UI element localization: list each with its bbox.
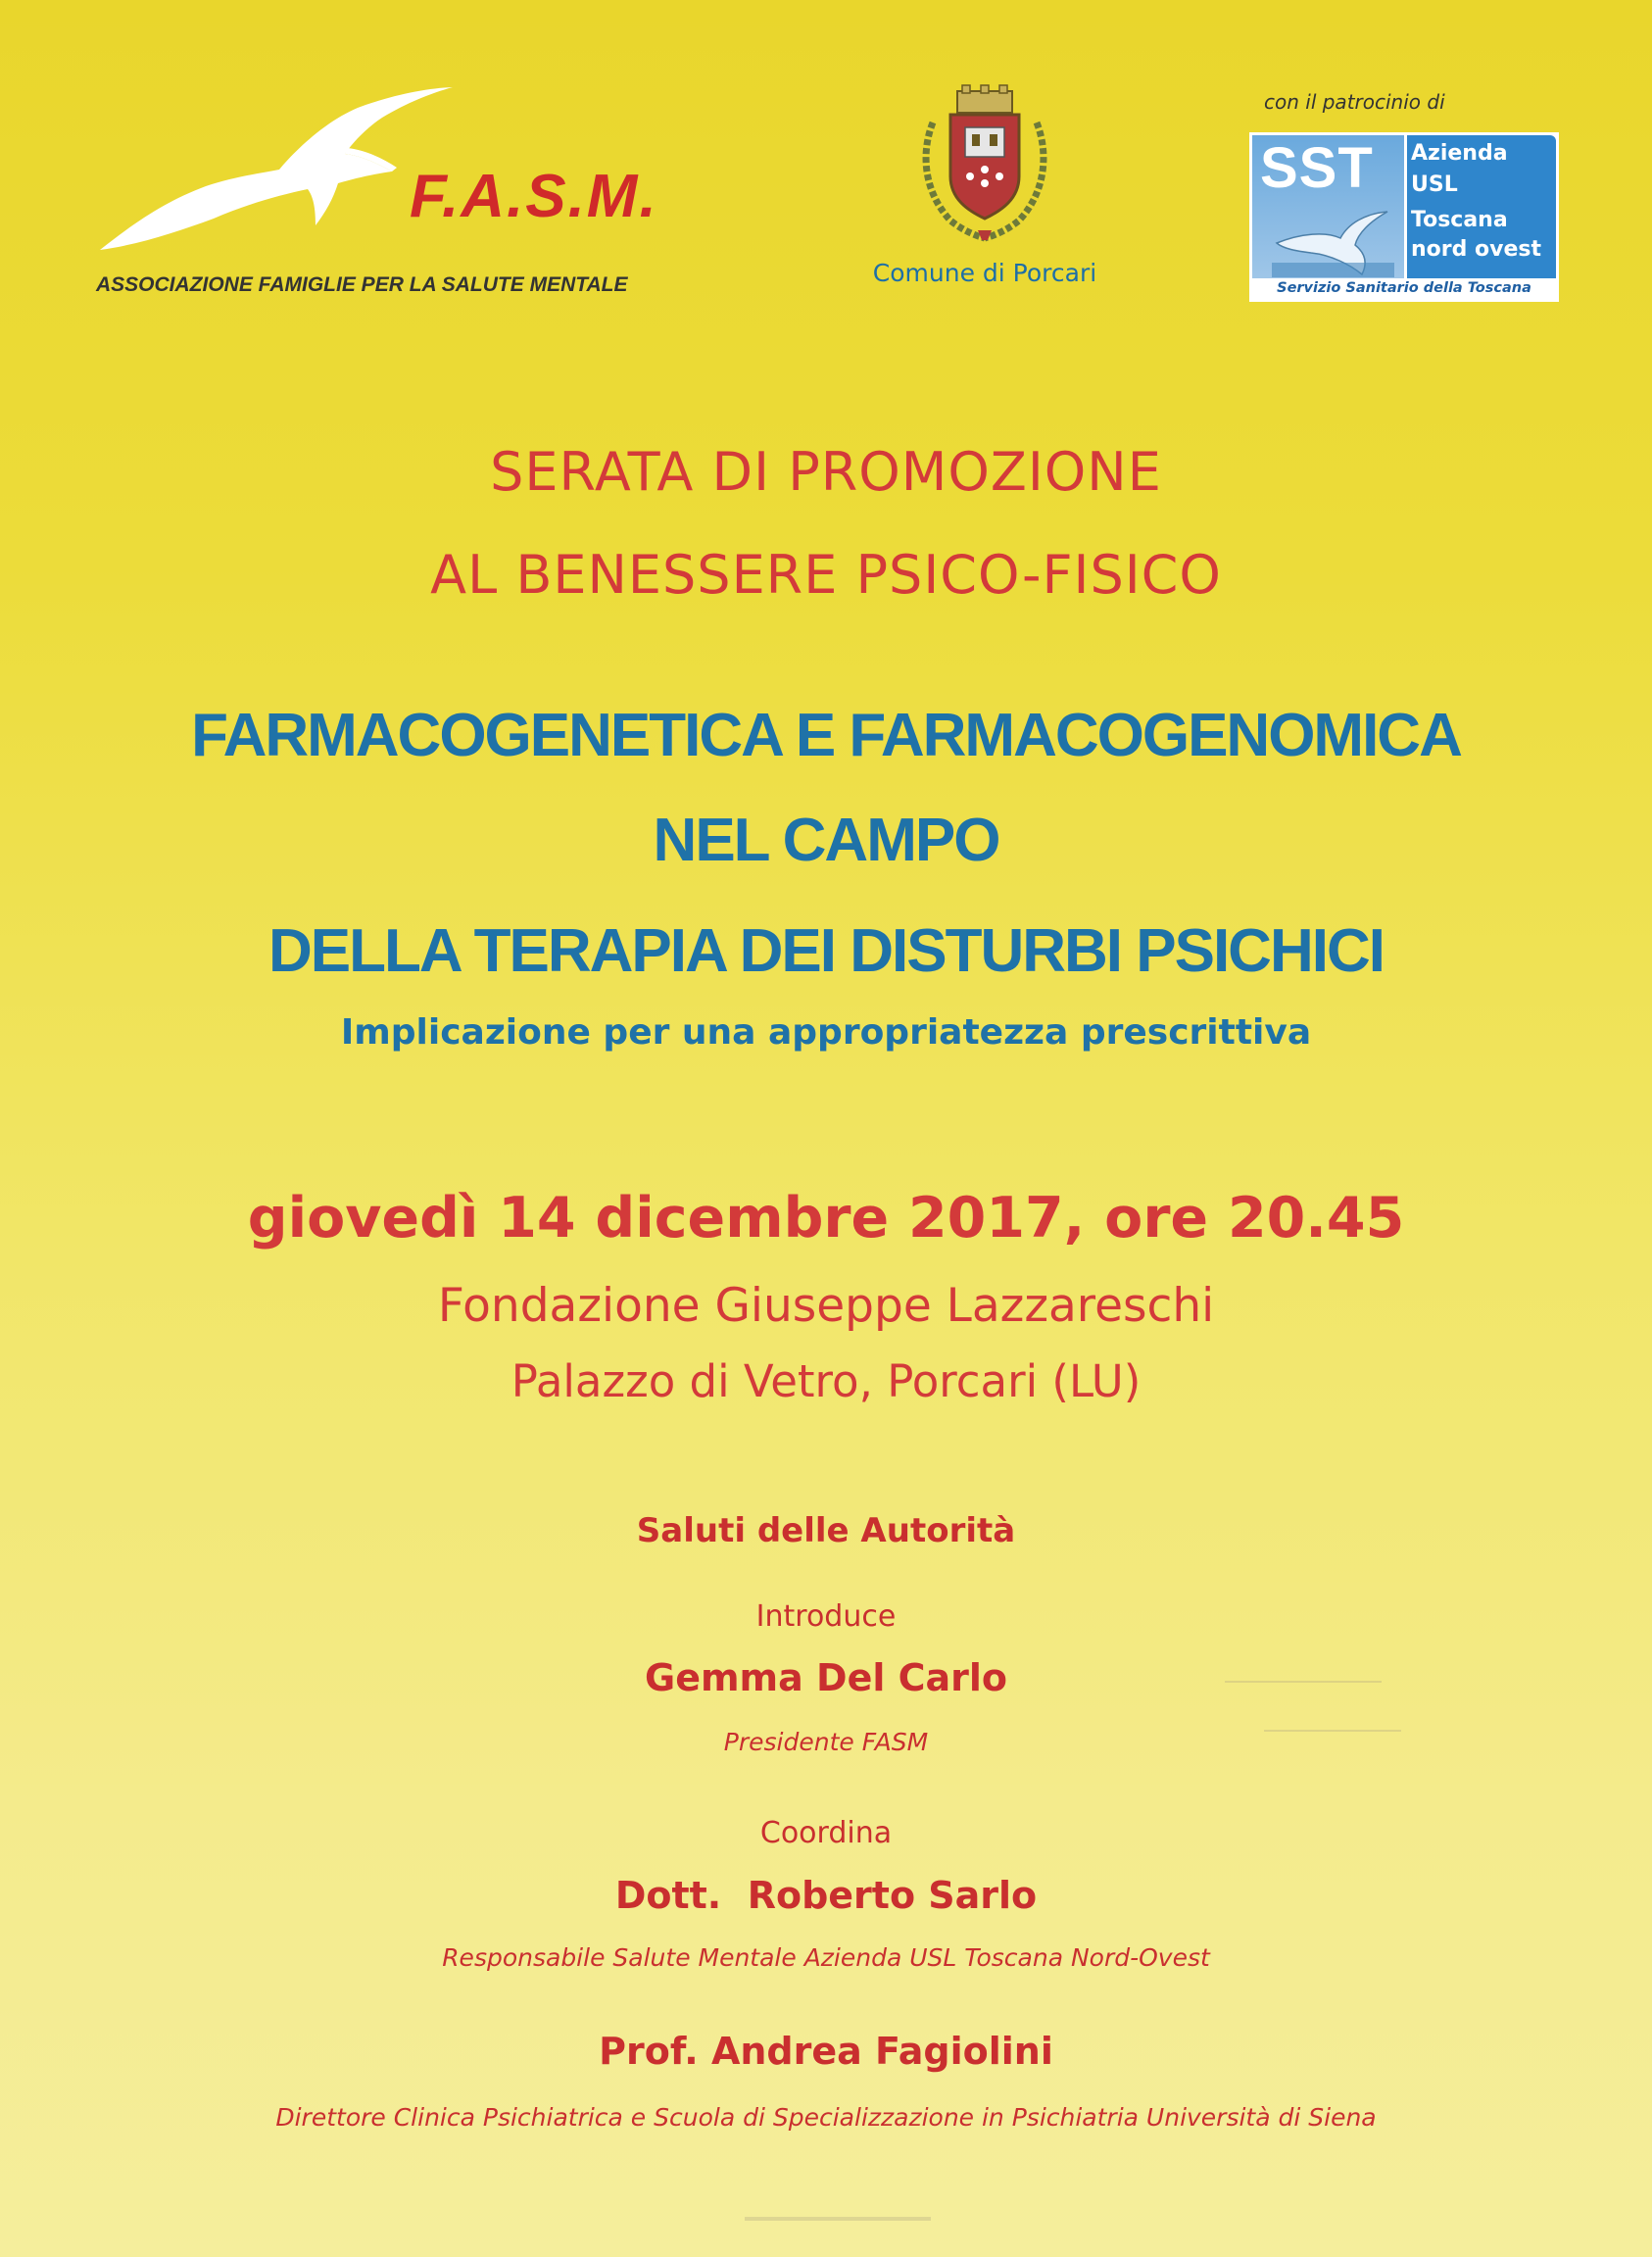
topic-line-1: FARMACOGENETICA E FARMACOGENOMICA: [191, 702, 1461, 769]
intro-speaker-name: Gemma Del Carlo: [645, 1656, 1007, 1699]
intro-speaker-title: Presidente FASM: [723, 1728, 929, 1756]
main-speaker-title: Direttore Clinica Psichiatrica e Scuola di Specializzazione in Psichiatria Università di Siena: [275, 2103, 1377, 2132]
topic-line-2: NEL CAMPO: [653, 807, 999, 874]
coord-speaker-title: Responsabile Salute Mentale Azienda USL Toscana Nord-Ovest: [442, 1943, 1210, 1972]
scan-mark: [1264, 1730, 1401, 1732]
fasm-tagline: ASSOCIAZIONE FAMIGLIE PER LA SALUTE MENTALE: [96, 273, 628, 296]
coat-of-arms-icon: [911, 83, 1058, 245]
usl-line-azienda: Azienda: [1411, 141, 1508, 166]
sst-logo-text: SST: [1260, 136, 1374, 200]
event-title-line-2: AL BENESSERE PSICO-FISICO: [430, 544, 1222, 606]
sst-panel: [1252, 135, 1404, 278]
scan-mark: [1225, 1681, 1382, 1683]
usl-line-usl: USL: [1411, 172, 1458, 197]
topic-line-3: DELLA TERAPIA DEI DISTURBI PSICHICI: [268, 917, 1384, 985]
comune-label: Comune di Porcari: [872, 259, 1097, 287]
scan-mark: [745, 2217, 931, 2221]
patrocinio-label: con il patrocinio di: [1264, 90, 1445, 114]
event-date: giovedì 14 dicembre 2017, ore 20.45: [247, 1186, 1405, 1251]
usl-logo: [1249, 132, 1559, 302]
usl-panel: [1407, 135, 1556, 278]
seagull-icon: [1272, 194, 1394, 277]
usl-line-toscana: Toscana: [1411, 208, 1508, 232]
greetings-heading: Saluti delle Autorità: [636, 1511, 1016, 1550]
usl-footer: Servizio Sanitario della Toscana: [1277, 280, 1531, 296]
intro-label: Introduce: [755, 1599, 897, 1634]
venue-name: Fondazione Giuseppe Lazzareschi: [437, 1279, 1215, 1333]
coord-label: Coordina: [759, 1816, 893, 1850]
topic-subtitle: Implicazione per una appropriatezza prescrittiva: [340, 1012, 1312, 1053]
coord-speaker-name: Dott. Roberto Sarlo: [614, 1874, 1038, 1917]
usl-line-nord-ovest: nord ovest: [1411, 237, 1542, 262]
event-title-line-1: SERATA DI PROMOZIONE: [490, 441, 1162, 503]
venue-address: Palazzo di Vetro, Porcari (LU): [510, 1355, 1142, 1407]
main-speaker-name: Prof. Andrea Fagiolini: [599, 2030, 1053, 2073]
fasm-logo-text: F.A.S.M.: [410, 163, 658, 230]
